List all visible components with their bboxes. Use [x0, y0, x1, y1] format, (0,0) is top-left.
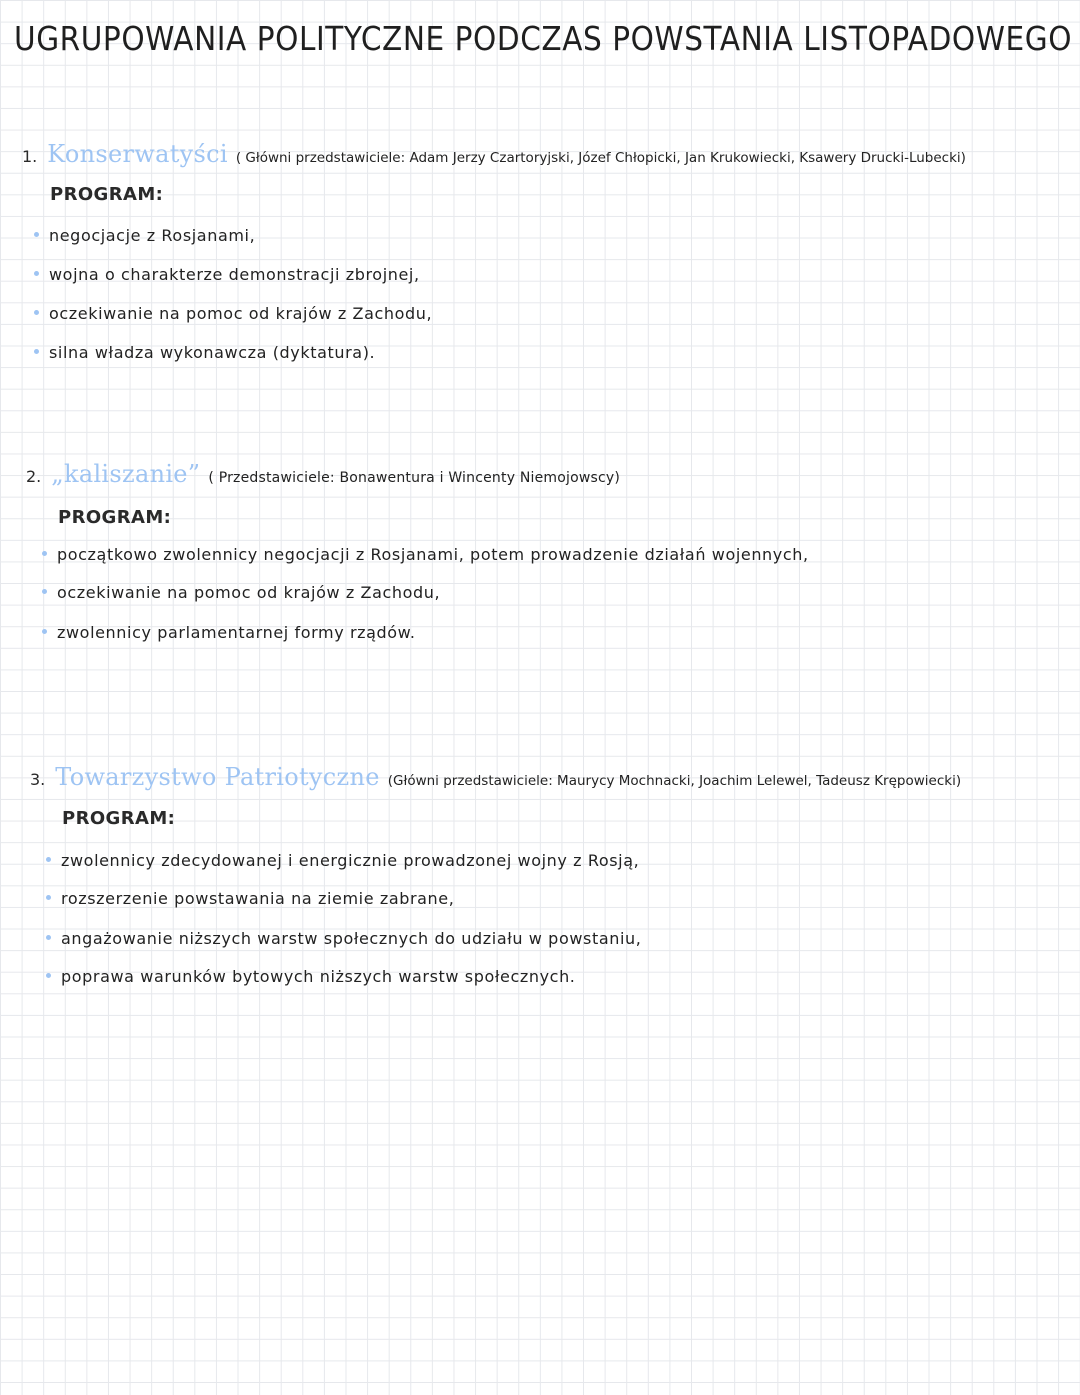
program-label: PROGRAM:	[62, 808, 176, 829]
bullet-dot	[34, 349, 39, 354]
group-name: Towarzystwo Patriotyczne	[55, 763, 380, 791]
section-number: 1.	[22, 147, 38, 166]
program-label: PROGRAM:	[50, 184, 164, 205]
program-point	[46, 929, 641, 948]
representatives: ( Przedstawiciele: Bonawentura i Wincenty Niemojowscy)	[208, 470, 621, 486]
bullet-dot	[46, 973, 51, 978]
section-heading	[26, 460, 620, 488]
representatives: ( Główni przedstawiciele: Adam Jerzy Czartoryjski, Józef Chłopicki, Jan Krukowiecki, Ksawery Drucki-Lubecki)	[235, 150, 966, 166]
point-text: angażowanie niższych warstw społecznych do udziału w powstaniu,	[61, 929, 642, 948]
program-label: PROGRAM:	[58, 507, 172, 528]
point-text: silna władza wykonawcza (dyktatura).	[49, 343, 376, 362]
point-text: wojna o charakterze demonstracji zbrojnej,	[49, 265, 420, 284]
point-text: negocjacje z Rosjanami,	[49, 226, 256, 245]
representatives: (Główni przedstawiciele: Maurycy Mochnacki, Joachim Lelewel, Tadeusz Krępowiecki)	[387, 773, 962, 789]
program-point	[34, 226, 255, 245]
bullet-dot	[34, 271, 39, 276]
group-name: Konserwatyści	[47, 140, 228, 168]
program-point	[46, 967, 576, 986]
point-text: zwolennicy zdecydowanej i energicznie prowadzonej wojny z Rosją,	[61, 851, 640, 870]
point-text: oczekiwanie na pomoc od krajów z Zachodu,	[57, 583, 441, 602]
program-point	[42, 545, 809, 564]
program-point	[34, 265, 420, 284]
bullet-dot	[42, 589, 47, 594]
point-text: oczekiwanie na pomoc od krajów z Zachodu,	[49, 304, 433, 323]
section-number: 2.	[26, 467, 42, 486]
bullet-dot	[46, 857, 51, 862]
section-heading	[22, 140, 966, 168]
section-heading	[30, 763, 961, 791]
program-point	[34, 304, 432, 323]
point-text: poprawa warunków bytowych niższych warstw społecznych.	[61, 967, 576, 986]
bullet-dot	[42, 629, 47, 634]
point-text: rozszerzenie powstawania na ziemie zabrane,	[61, 889, 455, 908]
program-point	[42, 623, 416, 642]
bullet-dot	[46, 935, 51, 940]
page-title: UGRUPOWANIA POLITYCZNE PODCZAS POWSTANIA LISTOPADOWEGO	[14, 20, 1073, 58]
group-name: „kaliszanie”	[51, 460, 201, 488]
bullet-dot	[42, 551, 47, 556]
bullet-dot	[34, 310, 39, 315]
program-point	[46, 851, 639, 870]
bullet-dot	[34, 232, 39, 237]
section-number: 3.	[30, 770, 46, 789]
program-point	[34, 343, 375, 362]
program-point	[42, 583, 440, 602]
program-point	[46, 889, 454, 908]
bullet-dot	[46, 895, 51, 900]
point-text: początkowo zwolennicy negocjacji z Rosjanami, potem prowadzenie działań wojennych,	[57, 545, 809, 564]
point-text: zwolennicy parlamentarnej formy rządów.	[57, 623, 416, 642]
